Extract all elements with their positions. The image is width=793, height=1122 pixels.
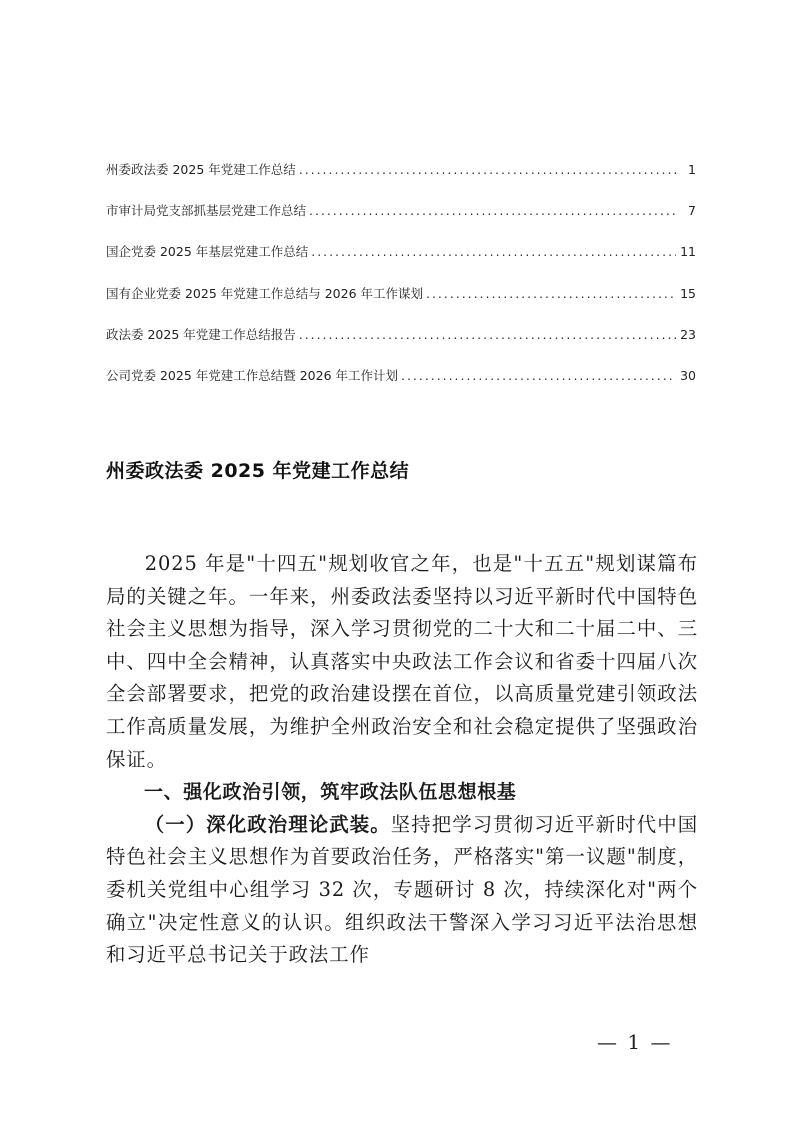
toc-dot-leader [299, 327, 676, 342]
toc-entry-title: 公司党委 2025 年党建工作总结暨 2026 年工作计划 [106, 367, 399, 383]
toc-entry[interactable] [106, 242, 696, 283]
toc-dot-leader [426, 286, 676, 301]
toc-entry-title: 国有企业党委 2025 年党建工作总结与 2026 年工作谋划 [106, 285, 424, 301]
toc-entry-title: 州委政法委 2025 年党建工作总结 [106, 162, 296, 177]
toc-entry[interactable] [106, 366, 696, 407]
toc-dot-leader [309, 203, 678, 218]
toc-entry-title: 政法委 2025 年党建工作总结报告 [106, 326, 296, 342]
toc-entry-page: 1 [688, 162, 696, 177]
toc-dot-leader [311, 244, 676, 259]
toc-dot-leader [401, 368, 676, 383]
page-number: — 1 — [597, 1030, 673, 1054]
section-heading: 一、强化政治引领，筑牢政法队伍思想根基 [144, 781, 517, 804]
toc-entry[interactable] [106, 160, 696, 201]
table-of-contents [106, 160, 696, 407]
toc-entry[interactable] [106, 325, 696, 366]
subsection-lead: （一）深化政治理论武装。 [144, 812, 391, 836]
intro-paragraph: 2025 年是"十四五"规划收官之年，也是"十五五"规划谋篇布局的关键之年。一年来，州委政法委坚持以习近平新时代中国特色社会主义思想为指导，深入学习贯彻党的二十大和二十届二中、三中、四中全会精神，认真落实中央政法工作会议和省委十四届八次全会部署要求，把党的政治建设摆在首位，以高质量党建引领政法工作高质量发展，为维护全州政治安全和社会稳定提供了坚强政治保证。 [106, 552, 698, 771]
toc-entry[interactable] [106, 201, 696, 242]
subsection-text: 坚持把学习贯彻习近平新时代中国特色社会主义思想作为首要政治任务，严格落实"第一议题"制度，委机关党组中心组学习 32 次，专题研讨 8 次，持续深化对"两个确立"决定性意义的认识。组织政法干警深入学习习近平法治思想和习近平总书记关于政法工作 [106, 812, 698, 967]
toc-entry-title: 国企党委 2025 年基层党建工作总结 [106, 244, 309, 260]
subsection-paragraph [106, 809, 698, 972]
toc-entry-page: 11 [680, 244, 696, 260]
toc-dot-leader [299, 162, 678, 177]
toc-entry-title: 市审计局党支部抓基层党建工作总结 [106, 203, 307, 219]
toc-entry-page: 23 [680, 326, 696, 342]
toc-entry[interactable] [106, 284, 696, 325]
toc-entry-page: 15 [680, 285, 696, 301]
document-body [106, 548, 698, 972]
toc-entry-page: 7 [688, 203, 696, 219]
document-title: 州委政法委 2025 年党建工作总结 [106, 460, 410, 482]
toc-entry-page: 30 [680, 367, 696, 383]
